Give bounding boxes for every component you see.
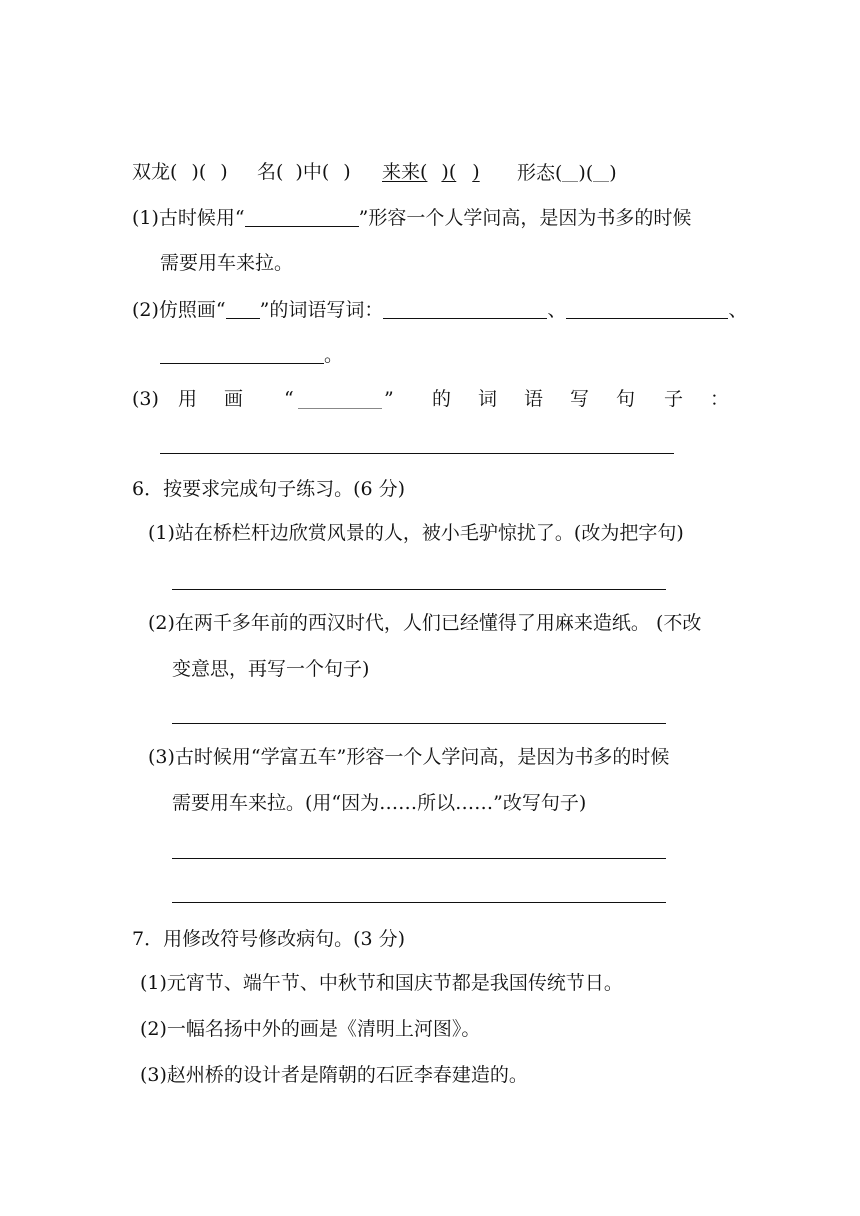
idiom-ming-mid: )中( <box>295 161 330 183</box>
idiom-lailai-group <box>382 163 480 182</box>
q5-sub1-line1: (1)古时候用“ ”形容一个人学问高，是因为书多的时候 <box>132 207 692 229</box>
q5-sub2-line2: 。 <box>160 345 343 365</box>
idiom-ming-end: ) <box>343 161 351 183</box>
idiom-row <box>132 163 228 182</box>
q6-heading: 6．按要求完成句子练习。(6 分) <box>132 478 406 500</box>
idiom-xingtai-end: ) <box>609 162 617 184</box>
q5-sub3-answer-line[interactable] <box>160 453 674 454</box>
idiom-shuanglong: 双龙( <box>132 161 178 183</box>
q6-sub1-answer-line[interactable] <box>172 589 666 590</box>
q6-sub3-answer-line-2[interactable] <box>172 902 666 903</box>
idiom-lailai-mid: )( <box>441 161 457 183</box>
q5-sub3-line1: (3) 用 画 “ ” 的 词 语 写 句 子 ： <box>132 388 730 410</box>
q7-sub3: (3)赵州桥的设计者是隋朝的石匠李春建造的。 <box>140 1064 528 1086</box>
q6-sub2-line1: (2)在两千多年前的西汉时代，人们已经懂得了用麻来造纸。 (不改 <box>148 612 702 634</box>
q7-sub2: (2)一幅名扬中外的画是《清明上河图》。 <box>140 1018 481 1040</box>
q6-sub3-line1: (3)古时候用“学富五车”形容一个人学问高，是因为书多的时候 <box>148 746 670 768</box>
q5-sub2-answer-blank-1[interactable] <box>383 300 547 319</box>
idiom-lailai-end: ) <box>472 161 480 183</box>
q5-sub1-line2: 需要用车来拉。 <box>160 252 294 274</box>
q7-heading: 7．用修改符号修改病句。(3 分) <box>132 928 406 950</box>
q5-sub2-answer-blank-3[interactable] <box>160 345 324 364</box>
q6-sub1: (1)站在桥栏杆边欣赏风景的人，被小毛驴惊扰了。(改为把字句) <box>148 522 684 544</box>
q5-sub3-label: (3) <box>132 388 159 410</box>
idiom-xingtai-group <box>517 163 617 183</box>
idiom-xingtai: 形态( <box>517 162 563 184</box>
q5-sub2-example-blank[interactable] <box>226 300 260 319</box>
q5-sub3-example-blank[interactable] <box>298 390 382 409</box>
q5-sub2-answer-blank-2[interactable] <box>566 300 728 319</box>
q7-sub1: (1)元宵节、端午节、中秋节和国庆节都是我国传统节日。 <box>140 972 623 994</box>
idiom-shuanglong-paren: )( <box>191 161 207 183</box>
idiom-xingtai-mid: )( <box>578 162 594 184</box>
q6-sub3-line2: 需要用车来拉。(用“因为……所以……”改写句子) <box>172 792 587 814</box>
q5-sub2-line1: (2)仿照画“ ”的词语写词： 、 、 <box>132 299 748 321</box>
idiom-ming-group <box>257 163 351 182</box>
idiom-lailai: 来来( <box>382 161 428 183</box>
q6-sub2-line2: 变意思，再写一个句子) <box>172 658 370 680</box>
idiom-ming: 名( <box>257 161 284 183</box>
q6-sub3-answer-line-1[interactable] <box>172 858 666 859</box>
q6-sub2-answer-line[interactable] <box>172 723 666 724</box>
idiom-shuanglong-end: ) <box>220 161 228 183</box>
q5-sub1-blank[interactable] <box>245 208 359 227</box>
